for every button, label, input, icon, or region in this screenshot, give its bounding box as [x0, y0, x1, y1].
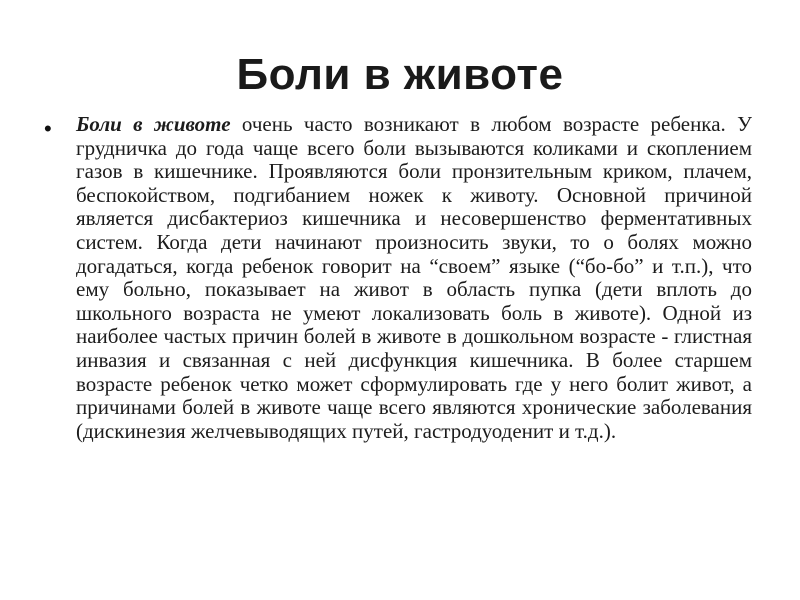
- bullet-lead: Боли в животе: [76, 112, 231, 136]
- slide-title: Боли в животе: [236, 50, 564, 99]
- bullet-dot-icon: •: [44, 116, 52, 141]
- bullet-text: [76, 113, 752, 443]
- bullet-body: очень часто возникают в любом возрасте ребенка. У грудничка до года чаще всего боли вызываются коликами и скоплением газов в кишечнике. Проявляются боли пронзительным криком, плачем, беспокойством, подгибанием ножек к животу. Основной причиной является дисбактериоз кишечника и несовершенство ферментативных систем. Когда дети начинают произносить звуки, то о болях можно догадаться, когда ребенок говорит на “своем” языке (“бо-бо” и т.п.), что ему больно, показывает на живот в область пупка (дети вплоть до школьного возраста не умеют локализовать боль в животе). Одной из наиболее частых причин болей в животе в дошкольном возрасте - глистная инвазия и связанная с ней дисфункция кишечника. В более старшем возрасте ребенок четко может сформулировать где у него болит живот, а причинами болей в животе чаще всего являются хронические заболевания (дискинезия желчевыводящих путей, гастродуоденит и т.д.).: [76, 112, 752, 443]
- bullet-item: [44, 113, 756, 443]
